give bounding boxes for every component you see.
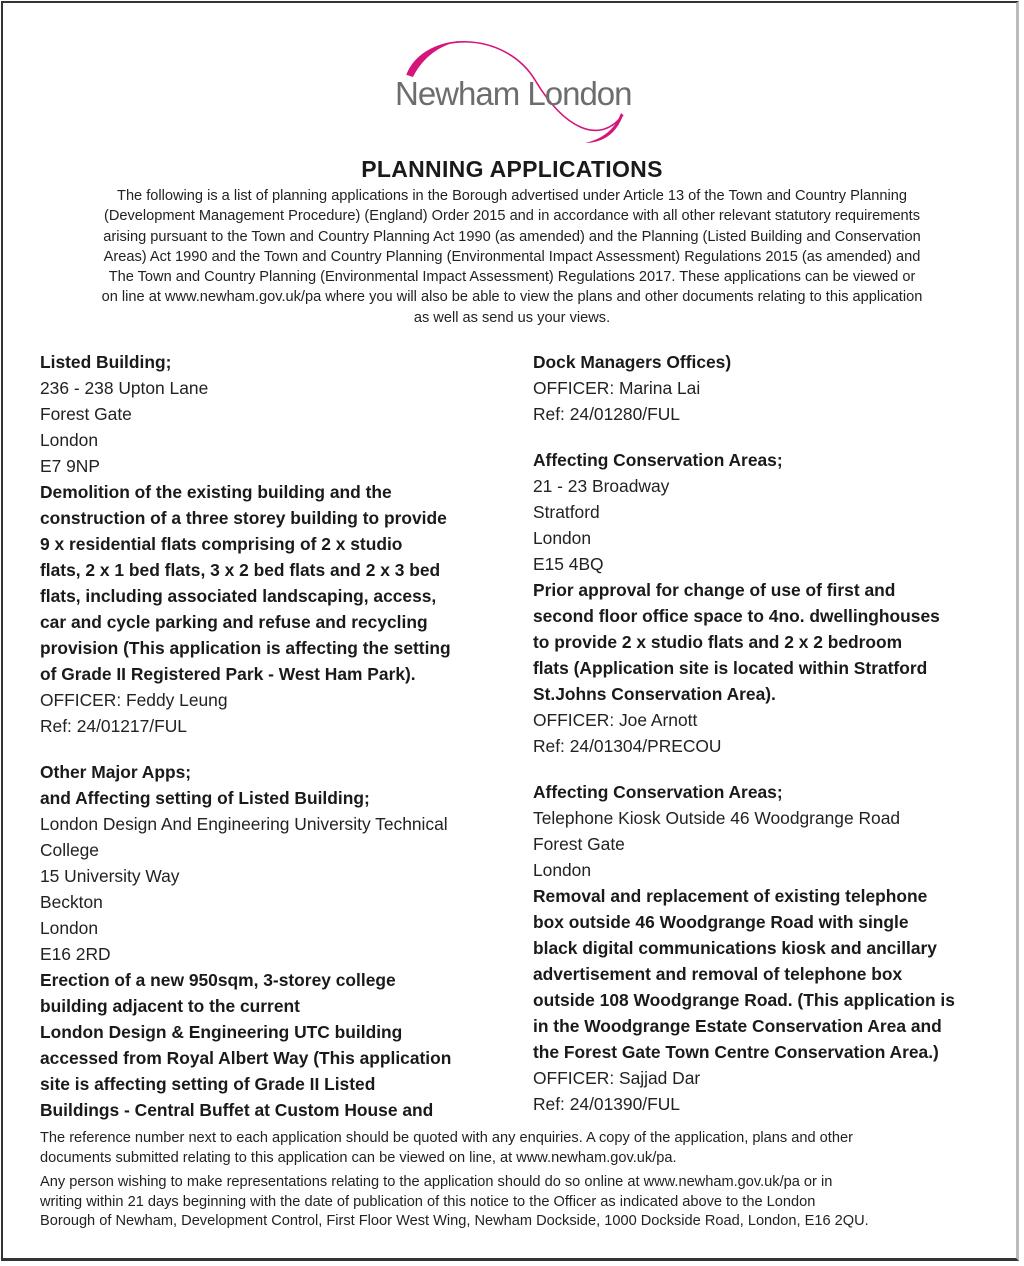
description-line: construction of a three storey building to provide [40,508,447,528]
footer-paragraph [40,1173,990,1232]
reference-number: Ref: 24/01217/FUL [40,716,187,736]
description-line: the Forest Gate Town Centre Conservation Area.) [533,1042,939,1062]
intro-paragraph [52,186,972,328]
application-entry [40,349,510,739]
description-line: box outside 46 Woodgrange Road with single [533,912,909,932]
page-title: PLANNING APPLICATIONS [361,156,663,182]
address-line: London Design And Engineering University Technical [40,814,448,834]
address-line: London [40,430,99,450]
description-line: St.Johns Conservation Area). [533,684,776,704]
description-line: advertisement and removal of telephone box [533,964,903,984]
description-line: flats, 2 x 1 bed flats, 3 x 2 bed flats and 2 x 3 bed [40,560,441,580]
description-line: in the Woodgrange Estate Conservation Area and [533,1016,942,1036]
address-line: London [533,860,592,880]
application-entry [40,759,510,1123]
description-line: flats, including associated landscaping, access, [40,586,437,606]
address-line: Forest Gate [533,834,625,854]
address-line: Forest Gate [40,404,132,424]
left-column [40,349,510,1123]
officer-name: OFFICER: Feddy Leung [40,690,228,710]
footer-notes [40,1129,990,1237]
footer-line: The reference number next to each application should be quoted with any enquiries. A copy of the application, plans and other [40,1130,853,1146]
address-line: London [533,528,592,548]
officer-name: OFFICER: Marina Lai [533,378,701,398]
address-line: 21 - 23 Broadway [533,476,670,496]
address-line: Stratford [533,502,600,522]
description-line: provision (This application is affecting the setting [40,638,451,658]
description-line: flats (Application site is located within Stratford [533,658,928,678]
description-line: Erection of a new 950sqm, 3-storey college [40,970,396,990]
intro-line: The following is a list of planning applications in the Borough advertised under Article 13 of the Town and Country Planning [117,188,907,204]
address-line: Beckton [40,892,103,912]
category-heading: and Affecting setting of Listed Building; [40,788,370,808]
description-line: second floor office space to 4no. dwellinghouses [533,606,940,626]
description-line: outside 108 Woodgrange Road. (This application is [533,990,955,1010]
description-line: London Design & Engineering UTC building [40,1022,403,1042]
application-entry [533,779,1003,1117]
address-line: College [40,840,99,860]
spacer [533,427,1003,447]
description-line: accessed from Royal Albert Way (This application [40,1048,452,1068]
intro-line: on line at www.newham.gov.uk/pa where you will also be able to view the plans and other documents relating to this application [101,289,923,306]
description-line: Dock Managers Offices) [533,352,732,372]
description-line: 9 x residential flats comprising of 2 x studio [40,534,403,554]
description-line: Demolition of the existing building and the [40,482,392,502]
application-entry-continued [533,349,1003,427]
description-line: of Grade II Registered Park - West Ham Park). [40,664,416,684]
address-line: 236 - 238 Upton Lane [40,378,209,398]
footer-line: documents submitted relating to this application can be viewed on line, at www.newham.gov.uk/pa. [40,1149,677,1166]
spacer [40,739,510,759]
intro-line: Areas) Act 1990 and the Town and Country Planning (Environmental Impact Assessment) Regulations 2015 (as amended) and [103,248,921,265]
reference-number: Ref: 24/01390/FUL [533,1094,680,1114]
officer-name: OFFICER: Sajjad Dar [533,1068,701,1088]
intro-line: The Town and Country Planning (Environmental Impact Assessment) Regulations 2017. These applications can be viewed or [108,269,916,286]
intro-line: arising pursuant to the Town and Country Planning Act 1990 (as amended) and the Planning (Listed Building and Conservation [103,228,921,245]
address-line: 15 University Way [40,866,180,886]
description-line: Buildings - Central Buffet at Custom House and [40,1100,434,1120]
footer-line: Any person wishing to make representations relating to the application should do so online at www.newham.gov.uk/pa or in [40,1174,833,1190]
description-line: to provide 2 x studio flats and 2 x 2 bedroom [533,632,903,652]
intro-line: as well as send us your views. [413,309,611,326]
logo-text: Newham London [395,75,632,112]
address-line: E15 4BQ [533,554,604,574]
description-line: building adjacent to the current [40,996,300,1016]
application-entry [533,447,1003,759]
right-column [533,349,1003,1117]
description-line: car and cycle parking and refuse and recycling [40,612,428,632]
category-heading: Other Major Apps; [40,762,192,782]
reference-number: Ref: 24/01280/FUL [533,404,680,424]
address-line: E7 9NP [40,456,100,476]
address-line: E16 2RD [40,944,111,964]
newham-london-logo [385,35,645,150]
footer-paragraph [40,1129,990,1168]
description-line: Prior approval for change of use of first and [533,580,896,600]
footer-line: Borough of Newham, Development Control, First Floor West Wing, Newham Dockside, 1000 Dockside Road, London, E16 2QU. [40,1213,869,1229]
intro-line: (Development Management Procedure) (England) Order 2015 and in accordance with all other relevant statutory requirements [103,208,921,225]
address-line: Telephone Kiosk Outside 46 Woodgrange Road [533,808,901,828]
officer-name: OFFICER: Joe Arnott [533,710,698,730]
description-line: Removal and replacement of existing telephone [533,886,928,906]
description-line: site is affecting setting of Grade II Listed [40,1074,376,1094]
spacer [533,759,1003,779]
category-heading: Listed Building; [40,352,172,372]
category-heading: Affecting Conservation Areas; [533,782,783,802]
category-heading: Affecting Conservation Areas; [533,450,783,470]
address-line: London [40,918,99,938]
reference-number: Ref: 24/01304/PRECOU [533,736,722,756]
description-line: black digital communications kiosk and ancillary [533,938,937,958]
footer-line: writing within 21 days beginning with the date of publication of this notice to the Officer as indicated above to the London [40,1193,816,1210]
